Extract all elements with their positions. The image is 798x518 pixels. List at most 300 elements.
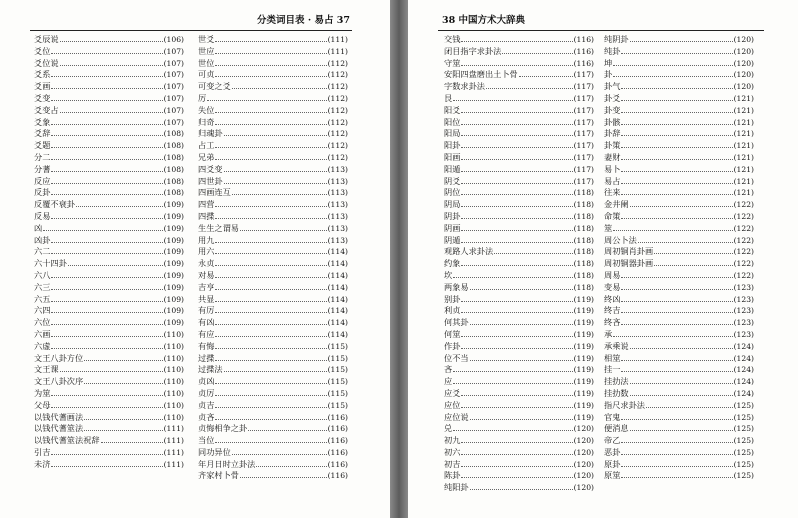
entry-page-number: (125) [733, 436, 754, 446]
index-entry [604, 364, 754, 376]
index-entry [604, 470, 754, 482]
entry-page-number: (121) [733, 93, 754, 103]
entry-page-number: (120) [573, 459, 594, 469]
entry-page-number: (109) [163, 270, 184, 280]
dot-leader [461, 187, 572, 195]
dot-leader [60, 34, 163, 42]
index-entry [604, 270, 754, 282]
entry-page-number: (112) [327, 152, 348, 162]
entry-term: 应位说 [444, 411, 469, 422]
entry-page-number: (115) [327, 353, 348, 363]
entry-page-number: (110) [163, 377, 184, 387]
entry-term: 可变之爻 [198, 81, 231, 92]
dot-leader [51, 140, 162, 148]
entry-term: 应位 [444, 399, 461, 410]
index-entry [444, 117, 594, 129]
dot-leader [630, 423, 733, 431]
entry-term: 六位 [34, 317, 51, 328]
index-entry [198, 152, 348, 164]
dot-leader [215, 58, 326, 66]
index-entry [604, 317, 754, 329]
index-entry [444, 34, 594, 46]
index-entry [444, 58, 594, 70]
entry-term: 爻位说 [34, 57, 59, 68]
entry-term: 文王八卦方位 [34, 352, 84, 363]
entry-term: 爻辞 [34, 128, 51, 139]
entry-page-number: (117) [573, 70, 594, 80]
entry-page-number: (115) [327, 341, 348, 351]
entry-term: 吉亨 [198, 281, 215, 292]
index-entry [34, 282, 184, 294]
dot-leader [215, 329, 326, 337]
dot-leader [51, 93, 162, 101]
entry-page-number: (121) [733, 176, 754, 186]
index-entry [604, 459, 754, 471]
entry-page-number: (116) [327, 412, 348, 422]
entry-page-number: (111) [163, 459, 184, 469]
dot-leader [240, 223, 327, 231]
index-entry [198, 223, 348, 235]
entry-term: 生生之谓易 [198, 222, 239, 233]
index-entry [444, 329, 594, 341]
dot-leader [232, 187, 327, 195]
entry-page-number: (108) [163, 164, 184, 174]
entry-page-number: (113) [327, 188, 348, 198]
dot-leader [613, 329, 732, 337]
index-entry [604, 128, 754, 140]
entry-term: 承 [604, 328, 613, 339]
entry-page-number: (115) [327, 388, 348, 398]
index-entry [198, 412, 348, 424]
index-entry [198, 235, 348, 247]
entry-page-number: (119) [573, 365, 594, 375]
entry-page-number: (114) [327, 282, 348, 292]
entry-term: 爻象 [34, 116, 51, 127]
dot-leader [461, 164, 572, 172]
entry-term: 归魂卦 [198, 128, 223, 139]
entry-term: 过揲法 [198, 364, 223, 375]
entry-term: 六虚 [34, 340, 51, 351]
dot-leader [215, 317, 326, 325]
entry-term: 凶 [34, 222, 43, 233]
right-page [408, 0, 798, 518]
dot-leader [621, 93, 732, 101]
entry-page-number: (120) [573, 424, 594, 434]
dot-leader [461, 294, 572, 302]
entry-term: 交钱 [444, 34, 461, 44]
dot-leader [621, 187, 732, 195]
entry-page-number: (110) [163, 329, 184, 339]
dot-leader [461, 459, 572, 467]
dot-leader [84, 412, 162, 420]
index-entry [604, 152, 754, 164]
index-entry [444, 364, 594, 376]
index-entry [604, 282, 754, 294]
index-entry [444, 69, 594, 81]
index-entry [34, 211, 184, 223]
index-entry [34, 341, 184, 353]
entry-term: 反卦 [34, 187, 51, 198]
index-entry [444, 152, 594, 164]
dot-leader [461, 400, 572, 408]
entry-page-number: (112) [327, 58, 348, 68]
index-entry [444, 187, 594, 199]
entry-term: 同功异位 [198, 446, 231, 457]
dot-leader [232, 447, 327, 455]
index-entry [34, 364, 184, 376]
dot-leader [215, 376, 326, 384]
entry-page-number: (117) [573, 141, 594, 151]
index-entry [444, 164, 594, 176]
index-entry [444, 400, 594, 412]
index-entry [444, 412, 594, 424]
entry-term: 反易 [34, 210, 51, 221]
index-entry [444, 294, 594, 306]
entry-page-number: (120) [573, 436, 594, 446]
index-entry [198, 69, 348, 81]
dot-leader [207, 93, 326, 101]
index-entry [444, 459, 594, 471]
dot-leader [84, 423, 162, 431]
entry-page-number: (113) [327, 164, 348, 174]
index-entry [198, 246, 348, 258]
entry-page-number: (121) [733, 152, 754, 162]
entry-term: 终吉 [604, 305, 621, 316]
entry-page-number: (122) [733, 200, 754, 210]
entry-term: 纯阴卦 [604, 34, 629, 44]
dot-leader [215, 46, 326, 54]
index-entry [604, 93, 754, 105]
entry-term: 有悔 [198, 340, 215, 351]
entry-page-number: (116) [573, 46, 594, 56]
index-entry [34, 400, 184, 412]
entry-page-number: (109) [163, 294, 184, 304]
index-entry [604, 34, 754, 46]
index-entry [198, 447, 348, 459]
entry-term: 金井阑 [604, 199, 629, 210]
entry-page-number: (115) [327, 377, 348, 387]
dot-leader [630, 34, 733, 42]
entry-term: 六八 [34, 269, 51, 280]
entry-page-number: (123) [733, 329, 754, 339]
entry-page-number: (113) [327, 223, 348, 233]
index-entry [604, 58, 754, 70]
entry-term: 爻系 [34, 69, 51, 80]
entry-page-number: (116) [327, 424, 348, 434]
dot-leader [51, 81, 162, 89]
entry-term: 六三 [34, 281, 51, 292]
entry-page-number: (112) [327, 93, 348, 103]
entry-term: 观路人求卦法 [444, 246, 494, 257]
index-entry [198, 105, 348, 117]
dot-leader [215, 258, 326, 266]
dot-leader [256, 459, 326, 467]
dot-leader [502, 46, 572, 54]
entry-term: 为筮 [34, 387, 51, 398]
entry-page-number: (125) [733, 459, 754, 469]
dot-leader [51, 459, 162, 467]
entry-term: 爻变占 [34, 104, 59, 115]
index-entry [604, 46, 754, 58]
entry-term: 兑 [444, 423, 453, 434]
entry-term: 阴爻 [444, 175, 461, 186]
dot-leader [215, 152, 326, 160]
index-entry [604, 105, 754, 117]
index-entry [444, 46, 594, 58]
entry-term: 贞悔相争之卦 [198, 423, 248, 434]
index-entry [444, 211, 594, 223]
dot-leader [51, 400, 162, 408]
entry-term: 阳遁 [444, 163, 461, 174]
entry-page-number: (122) [733, 235, 754, 245]
entry-page-number: (114) [327, 259, 348, 269]
dot-leader [621, 164, 732, 172]
left-header-rule [30, 30, 352, 31]
dot-leader [215, 235, 326, 243]
entry-term: 艮 [444, 92, 453, 103]
entry-term: 爻辰说 [34, 34, 59, 44]
entry-page-number: (123) [733, 306, 754, 316]
entry-page-number: (109) [163, 306, 184, 316]
dot-leader [621, 176, 732, 184]
entry-term: 相筮 [604, 352, 621, 363]
entry-page-number: (119) [573, 306, 594, 316]
dot-leader [621, 447, 732, 455]
entry-page-number: (117) [573, 82, 594, 92]
entry-term: 位不当 [444, 352, 469, 363]
dot-leader [240, 470, 327, 478]
entry-term: 贞厉 [198, 387, 215, 398]
dot-leader [215, 412, 326, 420]
index-entry [444, 423, 594, 435]
index-entry [34, 128, 184, 140]
entry-term: 卦策 [604, 140, 621, 151]
index-entry [34, 353, 184, 365]
entry-term: 贞吉 [198, 399, 215, 410]
entry-page-number: (108) [163, 152, 184, 162]
dot-leader [51, 211, 162, 219]
index-entry [198, 423, 348, 435]
entry-page-number: (119) [573, 388, 594, 398]
entry-term: 闭目指字求卦法 [444, 45, 502, 56]
dot-leader [224, 364, 327, 372]
index-entry [604, 400, 754, 412]
dot-leader [461, 341, 572, 349]
entry-page-number: (111) [327, 35, 348, 44]
entry-page-number: (120) [733, 58, 754, 68]
entry-term: 阳局 [444, 128, 461, 139]
entry-term: 初吉 [444, 458, 461, 469]
entry-page-number: (110) [163, 412, 184, 422]
entry-page-number: (109) [163, 318, 184, 328]
index-entry [198, 400, 348, 412]
entry-page-number: (112) [327, 70, 348, 80]
index-entry [198, 81, 348, 93]
index-entry [198, 353, 348, 365]
dot-leader [232, 81, 327, 89]
dot-leader [101, 435, 163, 443]
entry-term: 六画 [34, 328, 51, 339]
index-entry [444, 93, 594, 105]
dot-leader [461, 34, 572, 42]
entry-page-number: (109) [163, 200, 184, 210]
entry-term: 初六 [444, 446, 461, 457]
index-entry [34, 105, 184, 117]
entry-page-number: (119) [573, 353, 594, 363]
entry-page-number: (107) [163, 58, 184, 68]
index-entry [198, 140, 348, 152]
index-entry [604, 69, 754, 81]
index-entry [198, 211, 348, 223]
entry-page-number: (112) [327, 141, 348, 151]
index-entry [444, 482, 594, 494]
entry-term: 文王课 [34, 364, 59, 375]
index-entry [444, 435, 594, 447]
entry-page-number: (114) [327, 294, 348, 304]
dot-leader [461, 152, 572, 160]
dot-leader [654, 258, 732, 266]
entry-term: 坎 [444, 269, 453, 280]
entry-page-number: (124) [733, 377, 754, 387]
dot-leader [51, 187, 162, 195]
entry-page-number: (120) [573, 447, 594, 457]
index-entry [444, 128, 594, 140]
dot-leader [494, 246, 572, 254]
entry-page-number: (107) [163, 105, 184, 115]
dot-leader [654, 246, 732, 254]
entry-term: 挂扐数 [604, 387, 629, 398]
entry-term: 四画连互 [198, 187, 231, 198]
entry-page-number: (119) [573, 377, 594, 387]
entry-page-number: (108) [163, 188, 184, 198]
index-entry [444, 341, 594, 353]
dot-leader [51, 317, 162, 325]
index-entry [604, 81, 754, 93]
index-entry [34, 447, 184, 459]
entry-term: 分二 [34, 151, 51, 162]
index-entry [34, 270, 184, 282]
entry-term: 纯阳卦 [444, 482, 469, 493]
entry-term: 用九 [198, 234, 215, 245]
index-entry [34, 69, 184, 81]
dot-leader [215, 105, 326, 113]
index-entry [604, 353, 754, 365]
entry-term: 未济 [34, 458, 51, 469]
entry-term: 对易 [198, 269, 215, 280]
entry-page-number: (116) [327, 459, 348, 469]
entry-term: 贞凶 [198, 376, 215, 387]
entry-page-number: (121) [733, 105, 754, 115]
index-entry [198, 329, 348, 341]
entry-page-number: (118) [573, 270, 594, 280]
dot-leader [461, 388, 572, 396]
dot-leader [621, 353, 732, 361]
dot-leader [630, 199, 733, 207]
entry-page-number: (120) [733, 82, 754, 92]
dot-leader [621, 211, 732, 219]
dot-leader [84, 353, 162, 361]
dot-leader [215, 246, 326, 254]
dot-leader [43, 223, 162, 231]
entry-term: 阳卦 [444, 140, 461, 151]
index-entry [198, 388, 348, 400]
entry-page-number: (120) [573, 483, 594, 493]
index-entry [198, 317, 348, 329]
entry-page-number: (118) [573, 235, 594, 245]
index-entry [198, 305, 348, 317]
index-entry [198, 341, 348, 353]
dot-leader [215, 294, 326, 302]
entry-term: 归奇 [198, 116, 215, 127]
dot-leader [621, 305, 732, 313]
entry-page-number: (118) [573, 211, 594, 221]
index-entry [444, 235, 594, 247]
entry-page-number: (125) [733, 412, 754, 422]
index-entry [444, 81, 594, 93]
index-entry [198, 364, 348, 376]
entry-page-number: (122) [733, 259, 754, 269]
dot-leader [84, 376, 162, 384]
entry-term: 别卦 [444, 293, 461, 304]
index-entry [198, 435, 348, 447]
entry-page-number: (121) [733, 164, 754, 174]
entry-term: 易卜 [604, 163, 621, 174]
index-entry [34, 223, 184, 235]
entry-page-number: (107) [163, 82, 184, 92]
entry-page-number: (111) [327, 46, 348, 56]
dot-leader [461, 105, 572, 113]
index-entry [444, 105, 594, 117]
dot-leader [461, 258, 572, 266]
dot-leader [51, 235, 162, 243]
left-page [0, 0, 390, 518]
entry-page-number: (117) [573, 105, 594, 115]
left-page-header: 分类词目表 · 易占 37 [257, 15, 350, 26]
index-entry [34, 93, 184, 105]
dot-leader [461, 58, 572, 66]
entry-term: 挂扐法 [604, 376, 629, 387]
dot-leader [461, 305, 572, 313]
right-header-rule [438, 30, 764, 31]
entry-term: 守筮 [444, 57, 461, 68]
dot-leader [461, 211, 572, 219]
entry-page-number: (110) [163, 365, 184, 375]
dot-leader [461, 447, 572, 455]
index-entry [198, 164, 348, 176]
dot-leader [638, 235, 733, 243]
dot-leader [51, 117, 162, 125]
entry-term: 卦辞 [604, 128, 621, 139]
entry-term: 原筮 [604, 470, 621, 481]
entry-page-number: (111) [163, 424, 184, 434]
dot-leader [51, 164, 162, 172]
entry-term: 卦爻 [604, 92, 621, 103]
entry-term: 卦 [604, 69, 613, 80]
dot-leader [51, 305, 162, 313]
entry-page-number: (112) [327, 82, 348, 92]
dot-leader [621, 282, 732, 290]
entry-term: 有厉 [198, 305, 215, 316]
index-entry [604, 235, 754, 247]
dot-leader [621, 470, 732, 478]
index-entry [444, 388, 594, 400]
dot-leader [453, 270, 572, 278]
index-entry [604, 199, 754, 211]
dot-leader [461, 140, 572, 148]
index-entry [604, 117, 754, 129]
entry-page-number: (116) [327, 436, 348, 446]
dot-leader [621, 81, 732, 89]
